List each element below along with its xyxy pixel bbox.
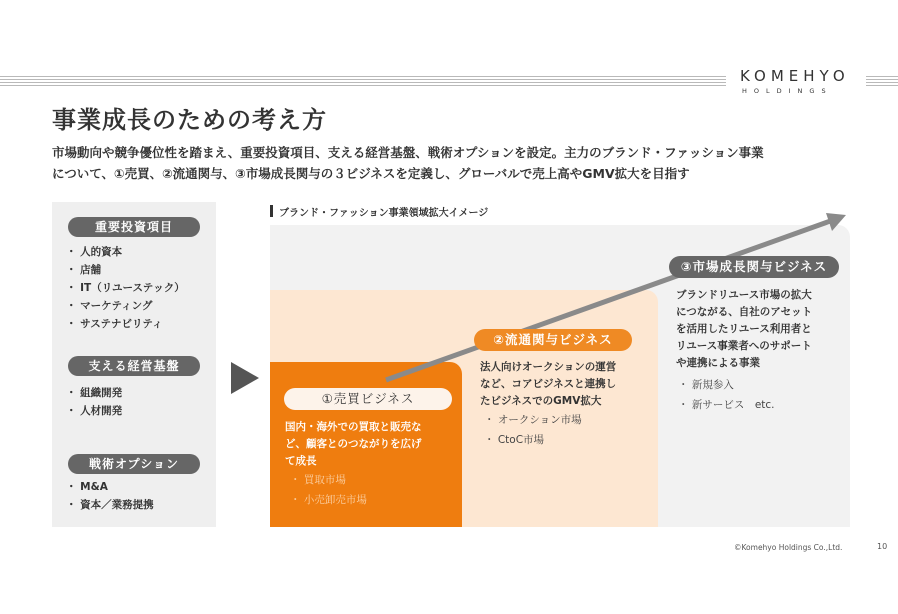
business3-list [678,375,775,415]
section-title: ブランド・ファッション事業領域拡大イメージ [279,208,489,219]
business3-body [676,287,812,372]
business3-label: ③市場成長関与ビジネス [669,256,839,278]
business1-list [290,470,367,510]
growth-arrowhead-icon [826,213,846,231]
list-item: ・ 人材開発 [66,405,123,417]
business1-label: ①売買ビジネス [284,388,452,410]
body-line: ど、顧客とのつながりを広げ [285,438,422,450]
page-title: 事業成長のための考え方 [52,106,327,134]
list-item: ・ サステナビリティ [66,318,163,330]
body-line: 法人向けオークションの運営 [480,361,617,373]
body-line: など、コアビジネスと連携し [480,378,617,390]
body-line: て成長 [285,455,317,467]
description-line: 市場動向や競争優位性を踏まえ、重要投資項目、支える経営基盤、戦術オプションを設定。主力のブランド・ファッション事業 [52,145,764,160]
body-line: ブランドリユース市場の拡大 [676,289,812,301]
body-line: リユース事業者へのサポート [676,340,812,352]
list-item: ・ 新規参入 [678,379,734,391]
group-label-foundation: 支える経営基盤 [68,356,200,376]
list-item: ・ IT（リユーステック） [66,282,185,294]
list-item: ・ 店舗 [66,264,102,276]
list-item: ・ 組織開発 [66,387,123,399]
business2-body [480,359,616,410]
list-item: ・ 人的資本 [66,246,123,258]
body-line: につながる、自社のアセット [676,306,813,318]
body-line: や連携による事業 [676,357,760,369]
list-item: ・ M&A [66,481,108,493]
group-label-options: 戦術オプション [68,454,200,474]
business2-label: ②流通関与ビジネス [474,329,632,351]
description-line: について、①売買、②流通関与、③市場成長関与の３ビジネスを定義し、グローバルで売上高やGMV拡大を目指す [52,166,690,181]
body-line: 国内・海外での買取と販売な [285,421,422,433]
copyright: ©Komehyo Holdings Co.,Ltd. [734,543,843,552]
list-item: ・ オークション市場 [484,414,582,426]
list-item: ・ CtoC市場 [484,434,545,446]
list-item: ・ 小売卸売市場 [290,494,367,506]
page-number: 10 [877,542,888,551]
list-item: ・ 資本／業務提携 [66,499,154,511]
list-item: ・ マーケティング [66,300,153,312]
business2-list [484,410,582,450]
logo-text: KOMEHYO [740,67,850,85]
business1-body [285,419,422,470]
list-item: ・ 買取市場 [290,474,346,486]
body-line: を活用したリユース利用者と [676,323,812,335]
logo-subtext: HOLDINGS [742,87,833,95]
group-label-investment: 重要投資項目 [68,217,200,237]
body-line: たビジネスでのGMV拡大 [480,395,602,407]
list-item: ・ 新サービス etc. [678,399,775,411]
